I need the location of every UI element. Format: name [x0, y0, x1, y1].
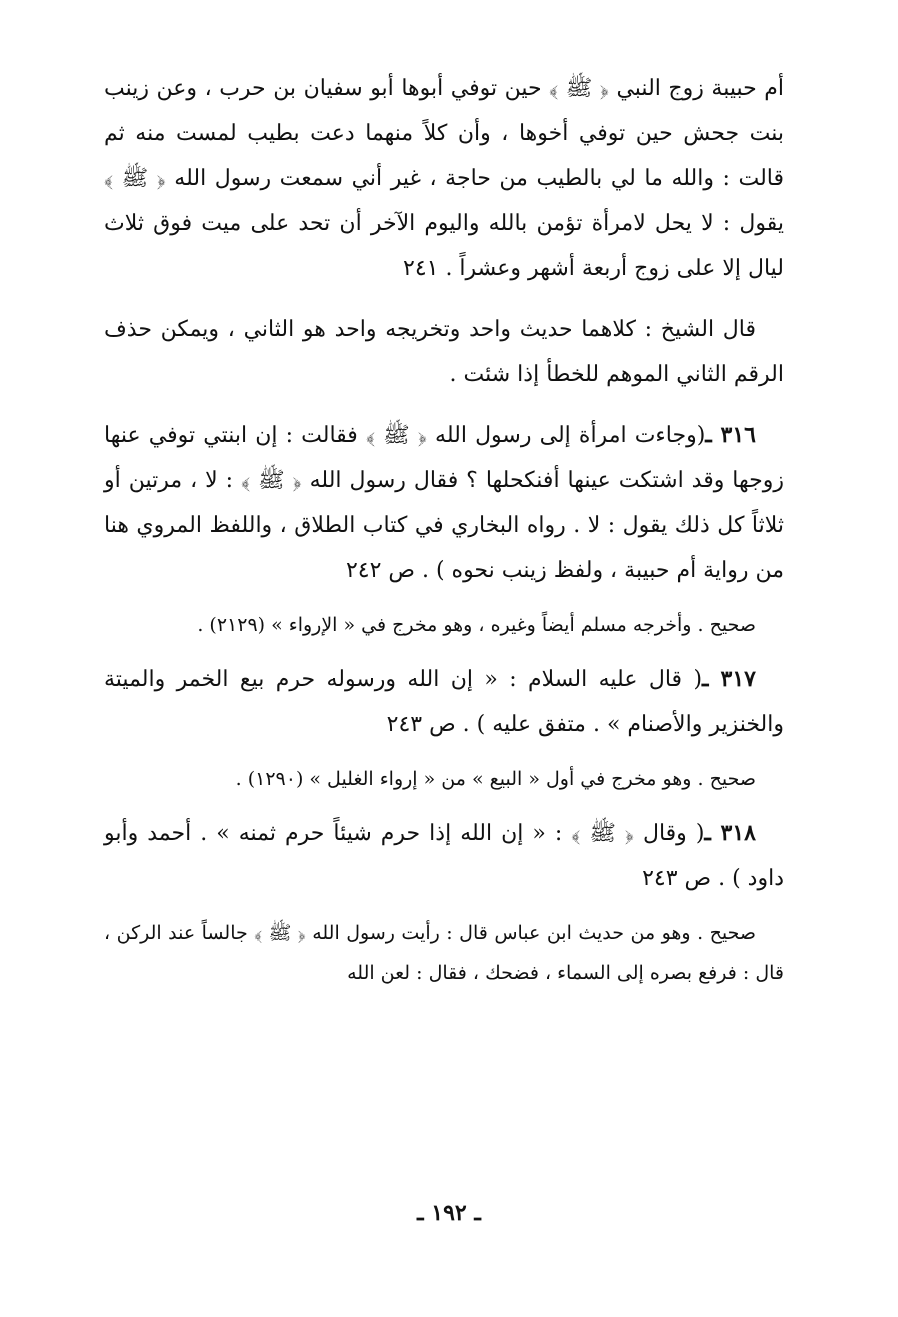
grading-318: صحيح . وهو من حديث ابن عباس قال : رأيت رسول الله ﴿ ﷺ ﴾ جالساً عند الركن ، قال : فرفع بصره إلى السماء ، فضحك ، فقال : لعن الله — [104, 922, 784, 984]
hadith-number-318: ٣١٨ ـ — [704, 820, 756, 846]
page-body — [104, 66, 784, 993]
hadith-318 — [104, 811, 784, 901]
hadith-number-317: ٣١٧ ـ — [702, 666, 756, 692]
grading-317: صحيح . وهو مخرج في أول « البيع » من « إرواء الغليل » (١٢٩٠) . — [235, 768, 756, 790]
hadith-text-316: (وجاءت امرأة إلى رسول الله ﴿ ﷺ ﴾ فقالت : إن ابنتي توفي عنها زوجها وقد اشتكت عينها أفنكحلها ؟ فقال رسول الله ﴿ ﷺ ﴾ : لا ، مرتين أو ثلاثاً كل ذلك يقول : لا . رواه البخاري في كتاب الطلاق ، واللفظ المروي هنا من رواية أم حبيبة ، ولفظ زينب نحوه ) . ص ٢٤٢ — [104, 423, 784, 583]
sheikh-comment: قال الشيخ : كلاهما حديث واحد وتخريجه واحد هو الثاني ، ويمكن حذف الرقم الثاني الموهم للخطأ إذا شئت . — [104, 317, 784, 387]
grading-316: صحيح . وأخرجه مسلم أيضاً وغيره ، وهو مخرج في « الإرواء » (٢١٢٩) . — [197, 614, 756, 636]
page-number: ـ ١٩٢ ـ — [417, 1200, 481, 1226]
hadith-316 — [104, 413, 784, 593]
hadith-text-318: ( وقال ﴿ ﷺ ﴾ : « إن الله إذا حرم شيئاً حرم ثمنه » . أحمد وأبو داود ) . ص ٢٤٣ — [104, 821, 784, 891]
hadith-317 — [104, 657, 784, 747]
paragraph-continuation: أم حبيبة زوج النبي ﴿ ﷺ ﴾ حين توفي أبوها أبو سفيان بن حرب ، وعن زينب بنت جحش حين توفي أخوها ، وأن كلاً منهما دعت بطيب لمست منه ثم قالت : والله ما لي بالطيب من حاجة ، غير أني سمعت رسول الله ﴿ ﷺ ﴾ يقول : لا يحل لامرأة تؤمن بالله واليوم الآخر أن تحد على ميت فوق ثلاث ليال إلا على زوج أربعة أشهر وعشراً . ٢٤١ — [104, 76, 784, 281]
hadith-text-317: ( قال عليه السلام : « إن الله ورسوله حرم بيع الخمر والميتة والخنزير والأصنام » . متفق عليه ) . ص ٢٤٣ — [104, 667, 784, 737]
hadith-number-316: ٣١٦ ـ — [705, 422, 756, 448]
